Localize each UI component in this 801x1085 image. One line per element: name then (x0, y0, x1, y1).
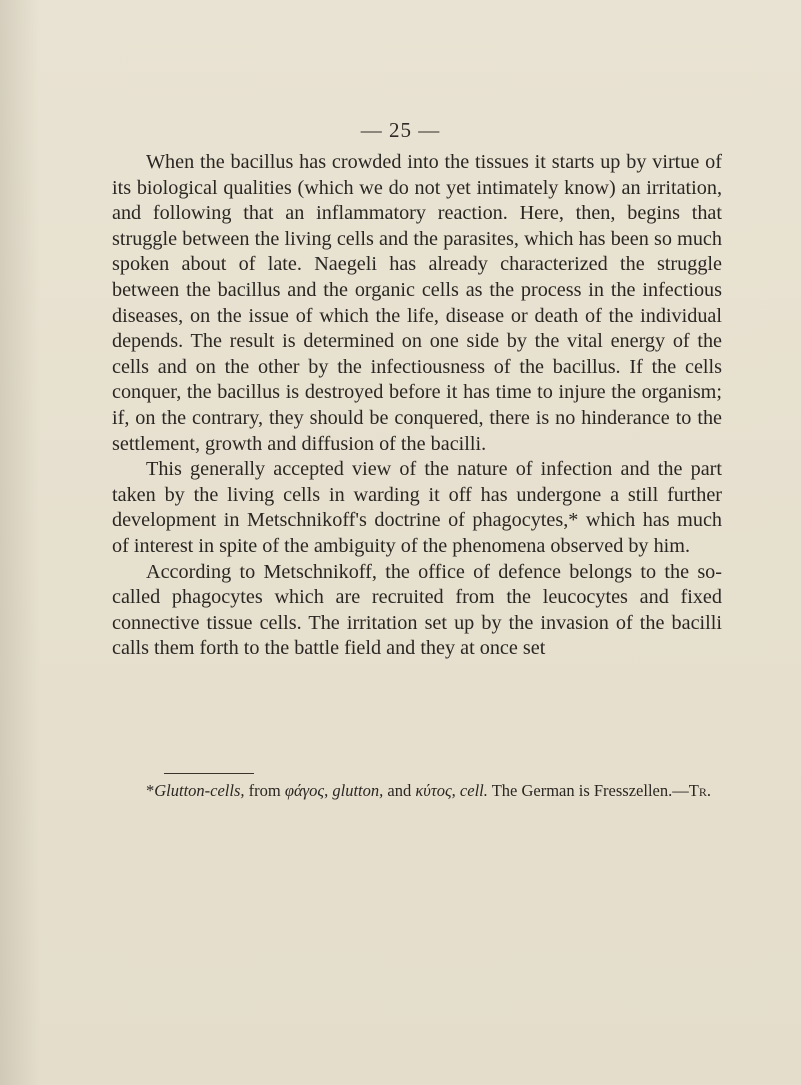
footnote-rest: The German is Fresszellen.— (487, 781, 689, 800)
footnote (112, 780, 722, 802)
footnote-rule (164, 773, 254, 774)
paragraph-2: This generally accepted view of the nature of infection and the part taken by the living cells in warding it off has undergone a still further development in Metschnikoff's doctrine of phagocytes,* which has much of interest in spite of the ambiguity of the phenomena observed by him. (112, 458, 722, 557)
footnote-gloss-2: cell. (459, 781, 488, 800)
paragraph-1: When the bacillus has crowded into the tissues it starts up by virtue of its biological qualities (which we do not yet intimately know) an irritation, and following that an inflammatory reaction. Here, then, begins that struggle between the living cells and the parasites, which has been so much spoken about of late. Naegeli has already characterized the struggle between the bacillus and the organic cells as the process in the infectious diseases, on the issue of which the life, disease or death of the individual depends. The result is determined on one side by the vital energy of the cells and on the other by the infectiousness of the bacillus. If the cells conquer, the bacillus is destroyed before it has time to injure the organism; if, on the contrary, they should be conquered, there is no hinderance to the settlement, growth and diffusion of the bacilli. (112, 151, 722, 455)
footnote-translator: Tr. (688, 781, 711, 800)
footnote-text (112, 780, 722, 802)
body-text (112, 150, 722, 662)
footnote-greek-2: κύτος (415, 781, 452, 800)
footnote-gloss-1: glutton, (332, 781, 384, 800)
footnote-from: from (244, 781, 285, 800)
footnote-greek-1: φάγος (284, 781, 325, 800)
page-number: — 25 — (360, 118, 441, 142)
footnote-sep-1: , (324, 781, 333, 800)
footnote-marker: * (146, 781, 155, 800)
paragraph-3: According to Metschnikoff, the office of defence belongs to the so-called phagocytes which are recruited from the leucocytes and fixed connective tissue cells. The irritation set up by the invasion of the bacilli calls them forth to the battle field and they at once set (112, 560, 722, 660)
footnote-sep-2: , (451, 781, 460, 800)
footnote-term: Glutton-cells, (154, 781, 245, 800)
footnote-and: and (383, 781, 416, 800)
